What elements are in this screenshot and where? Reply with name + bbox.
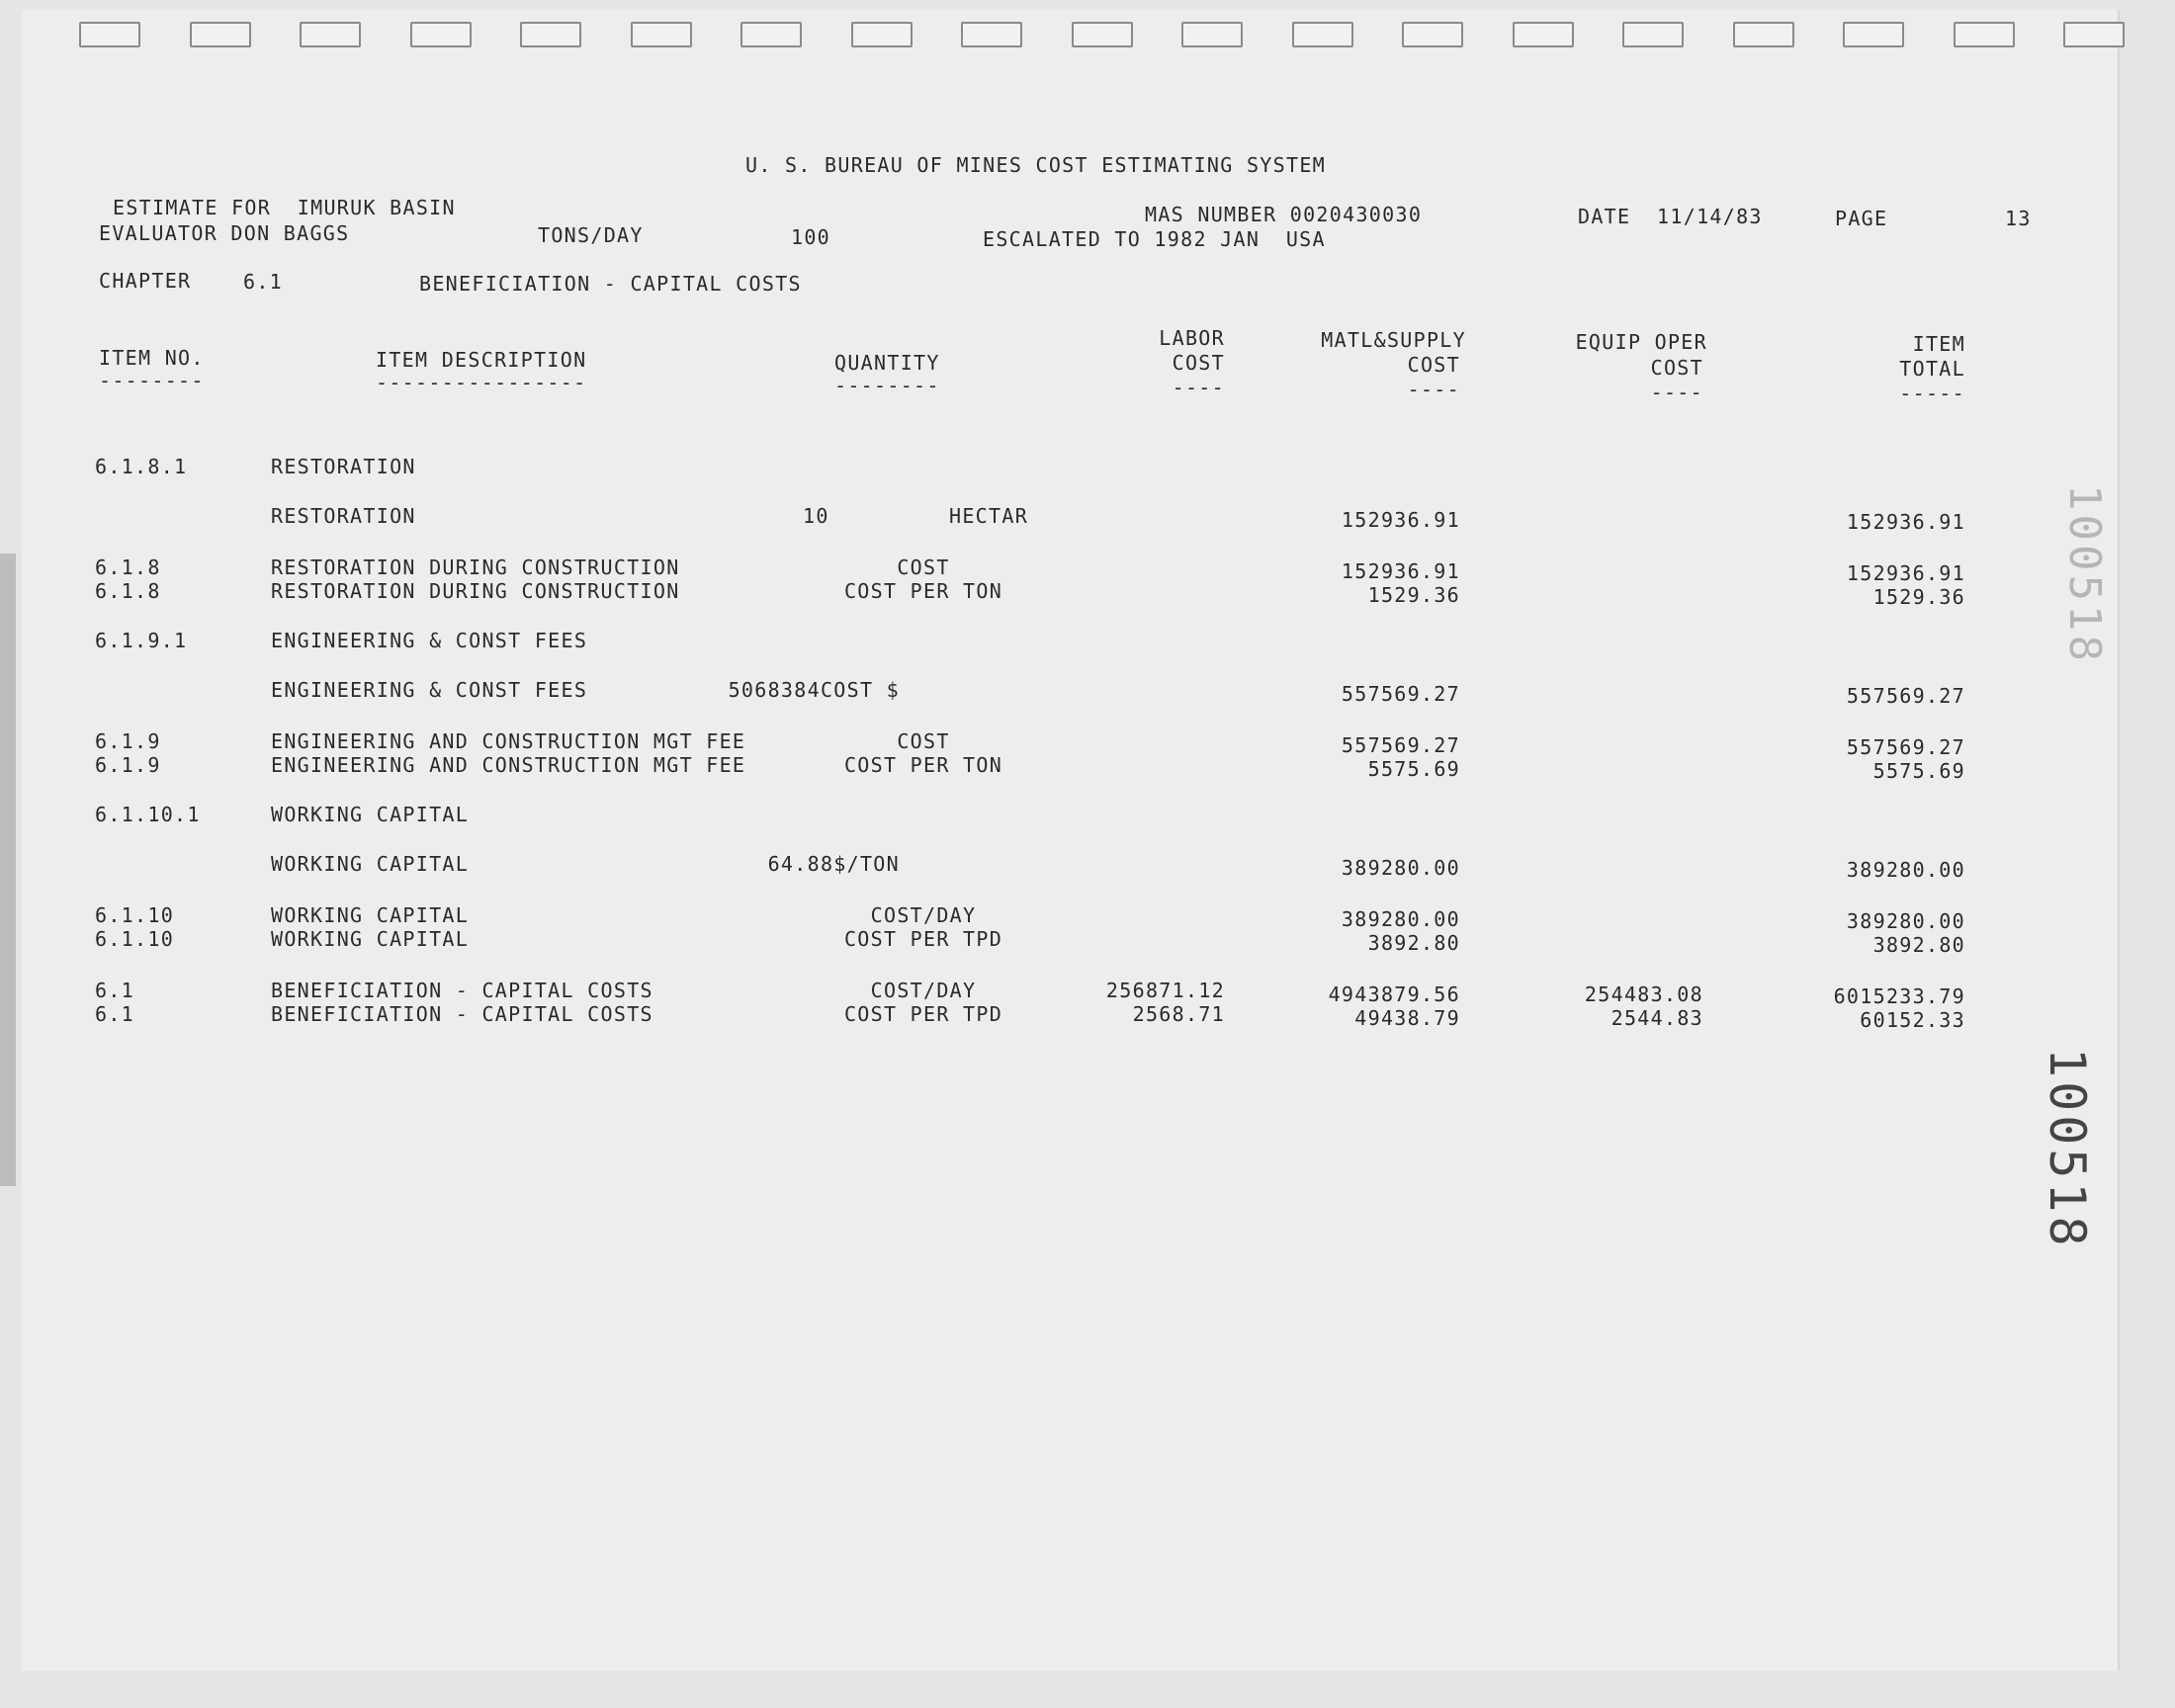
item-description-cell: WORKING CAPITAL <box>271 927 470 951</box>
unit-cell: COST PER TPD <box>843 1002 1003 1026</box>
col-equip-rule: ---- <box>1650 381 1703 404</box>
item-total-cell: 557569.27 <box>1846 735 1965 759</box>
quantity-cell: 5068384COST $ <box>728 678 900 702</box>
item-number-cell: 6.1.10.1 <box>95 803 201 826</box>
col-equip-1: EQUIP OPER <box>1575 330 1707 354</box>
margin-stamp-number: 100518 <box>2039 1048 2096 1250</box>
item-description-cell: BENEFICIATION - CAPITAL COSTS <box>271 1002 653 1026</box>
feed-hole <box>1733 22 1794 47</box>
unit-cell: COST PER TPD <box>843 927 1003 951</box>
item-description-cell: WORKING CAPITAL <box>271 803 470 826</box>
item-total-cell: 152936.91 <box>1846 510 1965 534</box>
feed-hole <box>1954 22 2015 47</box>
feed-hole <box>1843 22 1904 47</box>
item-description-cell: WORKING CAPITAL <box>271 852 470 876</box>
tons-day-value: 100 <box>791 225 831 249</box>
matl-supply-cost-cell: 152936.91 <box>1341 559 1460 583</box>
item-description-cell: ENGINEERING AND CONSTRUCTION MGT FEE <box>271 753 746 777</box>
feed-hole <box>410 22 472 47</box>
page-number: 13 <box>2005 207 2032 230</box>
col-item-no: ITEM NO. <box>99 346 205 370</box>
item-total-cell: 3892.80 <box>1872 933 1965 957</box>
item-description-cell: BENEFICIATION - CAPITAL COSTS <box>271 979 653 1002</box>
feed-hole <box>1072 22 1133 47</box>
item-total-cell: 1529.36 <box>1872 585 1965 609</box>
item-description-cell: RESTORATION <box>271 455 416 478</box>
feed-hole <box>520 22 581 47</box>
matl-supply-cost-cell: 1529.36 <box>1367 583 1460 607</box>
item-description-cell: RESTORATION <box>271 504 416 528</box>
tons-day-label: TONS/DAY <box>538 223 644 247</box>
item-number-cell: 6.1.8 <box>95 579 161 603</box>
quantity-cell: 64.88$/TON <box>767 852 900 876</box>
matl-supply-cost-cell: 4943879.56 <box>1328 982 1460 1006</box>
report-date: DATE 11/14/83 <box>1578 205 1763 228</box>
item-number-cell: 6.1.9 <box>95 753 161 777</box>
item-total-cell: 389280.00 <box>1846 909 1965 933</box>
printout-page <box>22 10 2120 1670</box>
estimate-for: ESTIMATE FOR IMURUK BASIN <box>113 196 456 219</box>
matl-supply-cost-cell: 152936.91 <box>1341 508 1460 532</box>
item-number-cell: 6.1.8 <box>95 555 161 579</box>
item-description-cell: RESTORATION DURING CONSTRUCTION <box>271 579 680 603</box>
feed-hole <box>961 22 1022 47</box>
matl-supply-cost-cell: 557569.27 <box>1341 733 1460 757</box>
equip-oper-cost-cell: 254483.08 <box>1584 982 1703 1006</box>
mas-number: MAS NUMBER 0020430030 <box>1145 203 1423 226</box>
feed-hole <box>1292 22 1353 47</box>
labor-cost-cell: 2568.71 <box>1132 1002 1225 1026</box>
unit-cell: COST <box>897 555 950 579</box>
feed-hole <box>1513 22 1574 47</box>
feed-hole <box>190 22 251 47</box>
col-total-2: TOTAL <box>1899 357 1965 381</box>
item-total-cell: 152936.91 <box>1846 561 1965 585</box>
unit-cell: COST PER TON <box>843 753 1003 777</box>
quantity-cell: 10 <box>803 504 829 528</box>
item-number-cell: 6.1.9 <box>95 729 161 753</box>
item-number-cell: 6.1 <box>95 979 135 1002</box>
col-matl-1: MATL&SUPPLY <box>1321 328 1466 352</box>
matl-supply-cost-cell: 389280.00 <box>1341 856 1460 880</box>
page-label: PAGE <box>1835 207 1888 230</box>
col-equip-2: COST <box>1650 356 1703 380</box>
item-number-cell: 6.1.8.1 <box>95 455 188 478</box>
feed-hole <box>1402 22 1463 47</box>
feed-hole <box>2063 22 2125 47</box>
equip-oper-cost-cell: 2544.83 <box>1610 1006 1703 1030</box>
unit-cell: COST PER TON <box>843 579 1003 603</box>
unit-cell: COST/DAY <box>870 903 977 927</box>
col-total-1: ITEM <box>1912 332 1965 356</box>
feed-hole <box>740 22 802 47</box>
col-labor-1: LABOR <box>1159 326 1225 350</box>
item-number-cell: 6.1 <box>95 1002 135 1026</box>
feed-hole <box>79 22 140 47</box>
col-labor-rule: ---- <box>1172 376 1225 399</box>
col-quantity: QUANTITY <box>834 351 940 375</box>
col-matl-2: COST <box>1407 353 1460 377</box>
col-labor-2: COST <box>1172 351 1225 375</box>
item-description-cell: ENGINEERING & CONST FEES <box>271 629 588 652</box>
evaluator: EVALUATOR DON BAGGS <box>99 221 350 245</box>
report-title: U. S. BUREAU OF MINES COST ESTIMATING SYSTEM <box>745 153 1327 177</box>
feed-hole <box>851 22 913 47</box>
unit-cell: COST <box>897 729 950 753</box>
item-number-cell: 6.1.10 <box>95 927 175 951</box>
item-number-cell: 6.1.10 <box>95 903 175 927</box>
feed-hole <box>300 22 361 47</box>
item-total-cell: 6015233.79 <box>1833 984 1965 1008</box>
unit-cell: HECTAR <box>949 504 1029 528</box>
chapter-title: BENEFICIATION - CAPITAL COSTS <box>419 272 802 296</box>
item-description-cell: RESTORATION DURING CONSTRUCTION <box>271 555 680 579</box>
col-total-rule: ----- <box>1899 382 1965 405</box>
feed-hole <box>1622 22 1684 47</box>
unit-cell: COST/DAY <box>870 979 977 1002</box>
matl-supply-cost-cell: 49438.79 <box>1354 1006 1460 1030</box>
matl-supply-cost-cell: 3892.80 <box>1367 931 1460 955</box>
item-total-cell: 557569.27 <box>1846 684 1965 708</box>
labor-cost-cell: 256871.12 <box>1105 979 1225 1002</box>
feed-hole <box>631 22 692 47</box>
chapter-number: 6.1 <box>243 270 284 294</box>
left-edge-shadow <box>0 554 16 1186</box>
matl-supply-cost-cell: 557569.27 <box>1341 682 1460 706</box>
tractor-feed-strip <box>22 10 2118 49</box>
feed-hole <box>1181 22 1243 47</box>
matl-supply-cost-cell: 5575.69 <box>1367 757 1460 781</box>
col-matl-rule: ---- <box>1407 378 1460 401</box>
bleed-through-stamp: 100518 <box>2059 484 2110 665</box>
item-total-cell: 389280.00 <box>1846 858 1965 882</box>
escalated-to: ESCALATED TO 1982 JAN USA <box>983 227 1326 251</box>
chapter-label: CHAPTER <box>99 269 192 293</box>
col-quantity-rule: -------- <box>834 374 940 397</box>
item-description-cell: ENGINEERING AND CONSTRUCTION MGT FEE <box>271 729 746 753</box>
item-description-cell: WORKING CAPITAL <box>271 903 470 927</box>
matl-supply-cost-cell: 389280.00 <box>1341 907 1460 931</box>
col-item-desc: ITEM DESCRIPTION <box>376 348 587 372</box>
item-description-cell: ENGINEERING & CONST FEES <box>271 678 588 702</box>
item-number-cell: 6.1.9.1 <box>95 629 188 652</box>
item-total-cell: 5575.69 <box>1872 759 1965 783</box>
col-item-no-rule: -------- <box>99 369 205 392</box>
col-item-desc-rule: ---------------- <box>376 371 587 394</box>
item-total-cell: 60152.33 <box>1860 1008 1965 1032</box>
